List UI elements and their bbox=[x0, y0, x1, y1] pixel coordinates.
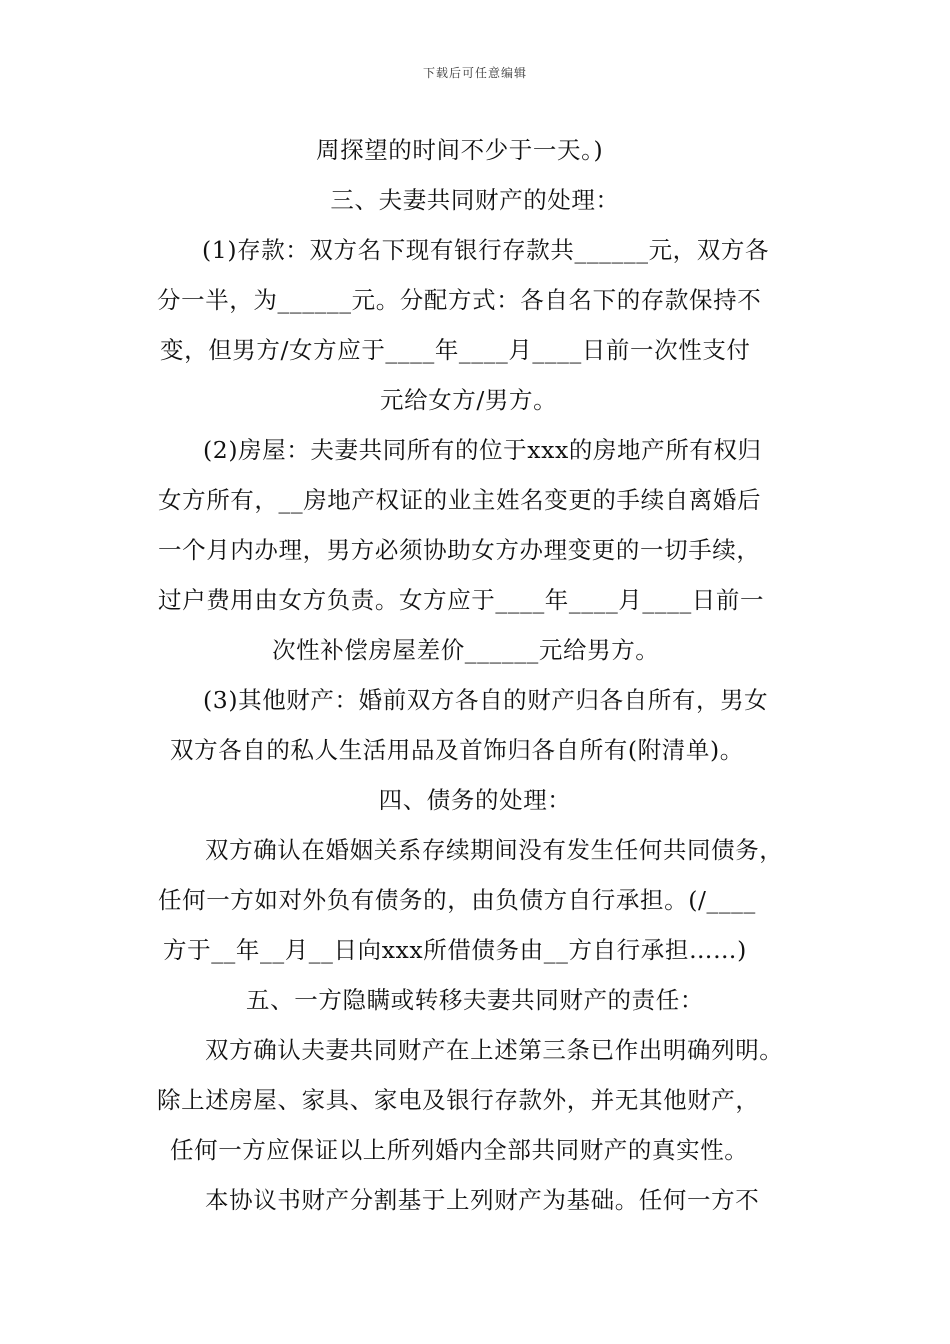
text-line: (3)其他财产：婚前双方各自的财产归各自所有，男女 bbox=[203, 686, 769, 714]
text-line: 分一半，为______元。分配方式：各自名下的存款保持不 bbox=[157, 286, 762, 314]
text-line: 除上述房屋、家具、家电及银行存款外，并无其他财产， bbox=[157, 1086, 760, 1114]
text-line: 任何一方应保证以上所列婚内全部共同财产的真实性。 bbox=[170, 1136, 749, 1164]
text-line: 变，但男方/女方应于____年____月____日前一次性支付 bbox=[160, 336, 751, 364]
text-line: 方于__年__月__日向xxx所借债务由__方自行承担……) bbox=[163, 936, 747, 964]
text-line: (2)房屋：夫妻共同所有的位于xxx的房地产所有权归 bbox=[203, 436, 762, 464]
text-line: (1)存款：双方名下现有银行存款共______元，双方各 bbox=[202, 236, 770, 264]
text-line: 女方所有，__房地产权证的业主姓名变更的手续自离婚后 bbox=[158, 486, 762, 514]
text-line: 过户费用由女方负责。女方应于____年____月____日前一 bbox=[158, 586, 765, 614]
text-line: 一个月内办理，男方必须协助女方办理变更的一切手续， bbox=[158, 536, 761, 564]
page-header: 下载后可任意编辑 bbox=[422, 66, 527, 80]
text-line: 本协议书财产分割基于上列财产为基础。任何一方不 bbox=[205, 1186, 760, 1214]
text-line: 双方确认夫妻共同财产在上述第三条已作出明确列明。 bbox=[205, 1036, 784, 1064]
section-heading: 五、一方隐瞒或转移夫妻共同财产的责任： bbox=[246, 986, 704, 1014]
text-line: 双方各自的私人生活用品及首饰归各自所有(附清单)。 bbox=[170, 736, 744, 764]
section-heading: 三、夫妻共同财产的处理： bbox=[330, 186, 620, 214]
text-line: 双方确认在婚姻关系存续期间没有发生任何共同债务， bbox=[205, 836, 784, 864]
text-line: 次性补偿房屋差价______元给男方。 bbox=[272, 636, 660, 664]
text-line: 元给女方/男方。 bbox=[380, 386, 558, 414]
text-line: 周探望的时间不少于一天。) bbox=[316, 136, 604, 164]
text-line: 任何一方如对外负有债务的，由负债方自行承担。(/____ bbox=[158, 886, 756, 914]
section-heading: 四、债务的处理： bbox=[378, 786, 572, 814]
